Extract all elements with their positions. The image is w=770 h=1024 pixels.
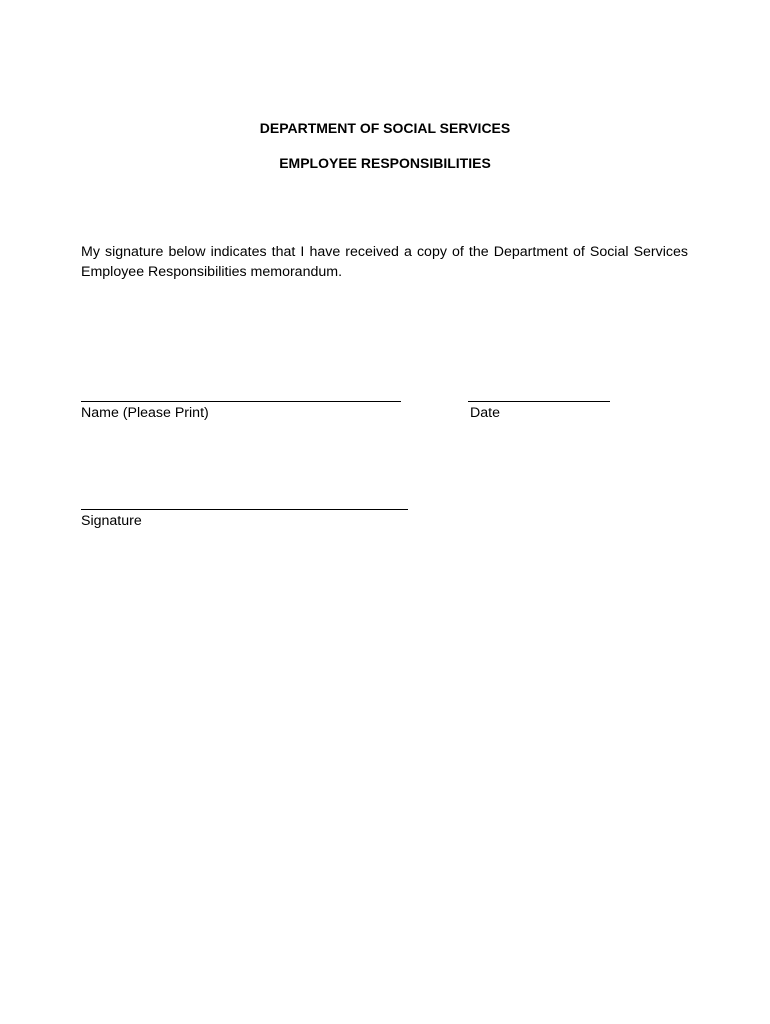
name-signature-line[interactable] bbox=[81, 401, 401, 402]
date-signature-line[interactable] bbox=[468, 401, 610, 402]
department-heading: DEPARTMENT OF SOCIAL SERVICES bbox=[259, 120, 511, 136]
document-title: EMPLOYEE RESPONSIBILITIES bbox=[279, 155, 491, 171]
signature-field-label: Signature bbox=[81, 513, 142, 529]
acknowledgment-paragraph: My signature below indicates that I have received a copy of the Department of Social Services Employee Responsibilities memorandum. bbox=[81, 244, 688, 280]
name-field-label: Name (Please Print) bbox=[81, 405, 209, 421]
date-field-label: Date bbox=[470, 405, 500, 421]
signature-line[interactable] bbox=[81, 509, 408, 510]
